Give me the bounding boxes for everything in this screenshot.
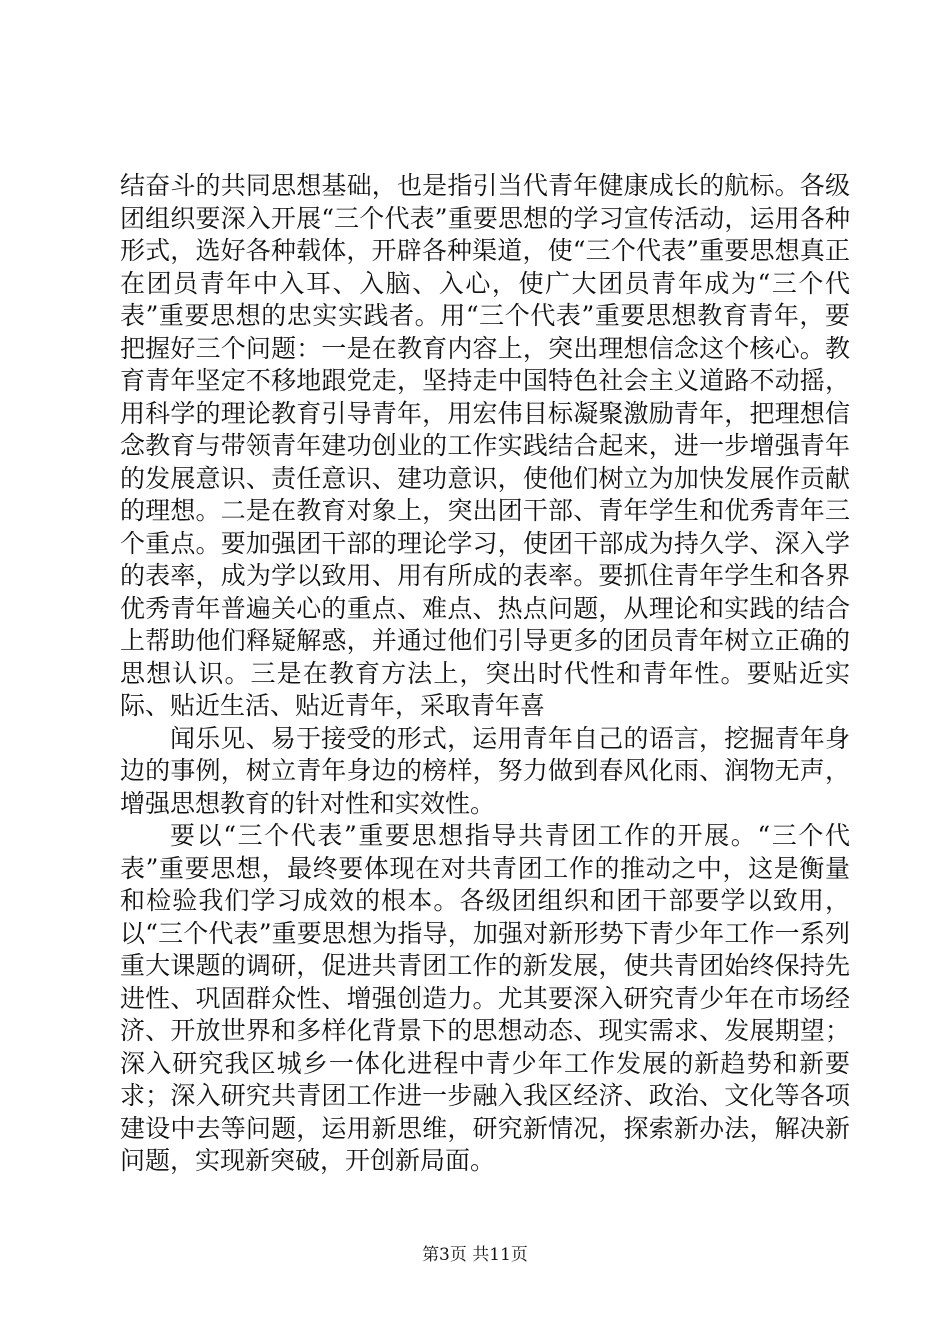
document-body — [120, 170, 850, 1178]
page-number-footer: 第3页 共11页 — [422, 1245, 528, 1265]
paragraph-2: 闻乐见、易于接受的形式，运用青年自己的语言，挖掘青年身边的事例，树立青年身边的榜样，努力做到春风化雨、润物无声，增强思想教育的针对性和实效性。 — [120, 723, 850, 818]
paragraph-3: 要以“三个代表”重要思想指导共青团工作的开展。“三个代表”重要思想，最终要体现在对共青团工作的推动之中，这是衡量和检验我们学习成效的根本。各级团组织和团干部要学以致用，以“三个代表”重要思想为指导，加强对新形势下青少年工作一系列重大课题的调研，促进共青团工作的新发展，使共青团始终保持先进性、巩固群众性、增强创造力。尤其要深入研究青少年在市场经济、开放世界和多样化背景下的思想动态、现实需求、发展期望；深入研究我区城乡一体化进程中青少年工作发展的新趋势和新要求；深入研究共青团工作进一步融入我区经济、政治、文化等各项建设中去等问题，运用新思维，研究新情况，探索新办法，解决新问题，实现新突破，开创新局面。 — [120, 821, 850, 1175]
paragraph-1: 结奋斗的共同思想基础，也是指引当代青年健康成长的航标。各级团组织要深入开展“三个代表”重要思想的学习宣传活动，运用各种形式，选好各种载体，开辟各种渠道，使“三个代表”重要思想真正在团员青年中入耳、入脑、入心，使广大团员青年成为“三个代表”重要思想的忠实实践者。用“三个代表”重要思想教育青年，要把握好三个问题：一是在教育内容上，突出理想信念这个核心。教育青年坚定不移地跟党走，坚持走中国特色社会主义道路不动摇，用科学的理论教育引导青年，用宏伟目标凝聚激励青年，把理想信念教育与带领青年建功创业的工作实践结合起来，进一步增强青年的发展意识、责任意识、建功意识，使他们树立为加快发展作贡献的理想。二是在教育对象上，突出团干部、青年学生和优秀青年三个重点。要加强团干部的理论学习，使团干部成为持久学、深入学的表率，成为学以致用、用有所成的表率。要抓住青年学生和各界优秀青年普遍关心的重点、难点、热点问题，从理论和实践的结合上帮助他们释疑解惑，并通过他们引导更多的团员青年树立正确的思想认识。三是在教育方法上，突出时代性和青年性。要贴近实际、贴近生活、贴近青年，采取青年喜 — [120, 171, 850, 720]
